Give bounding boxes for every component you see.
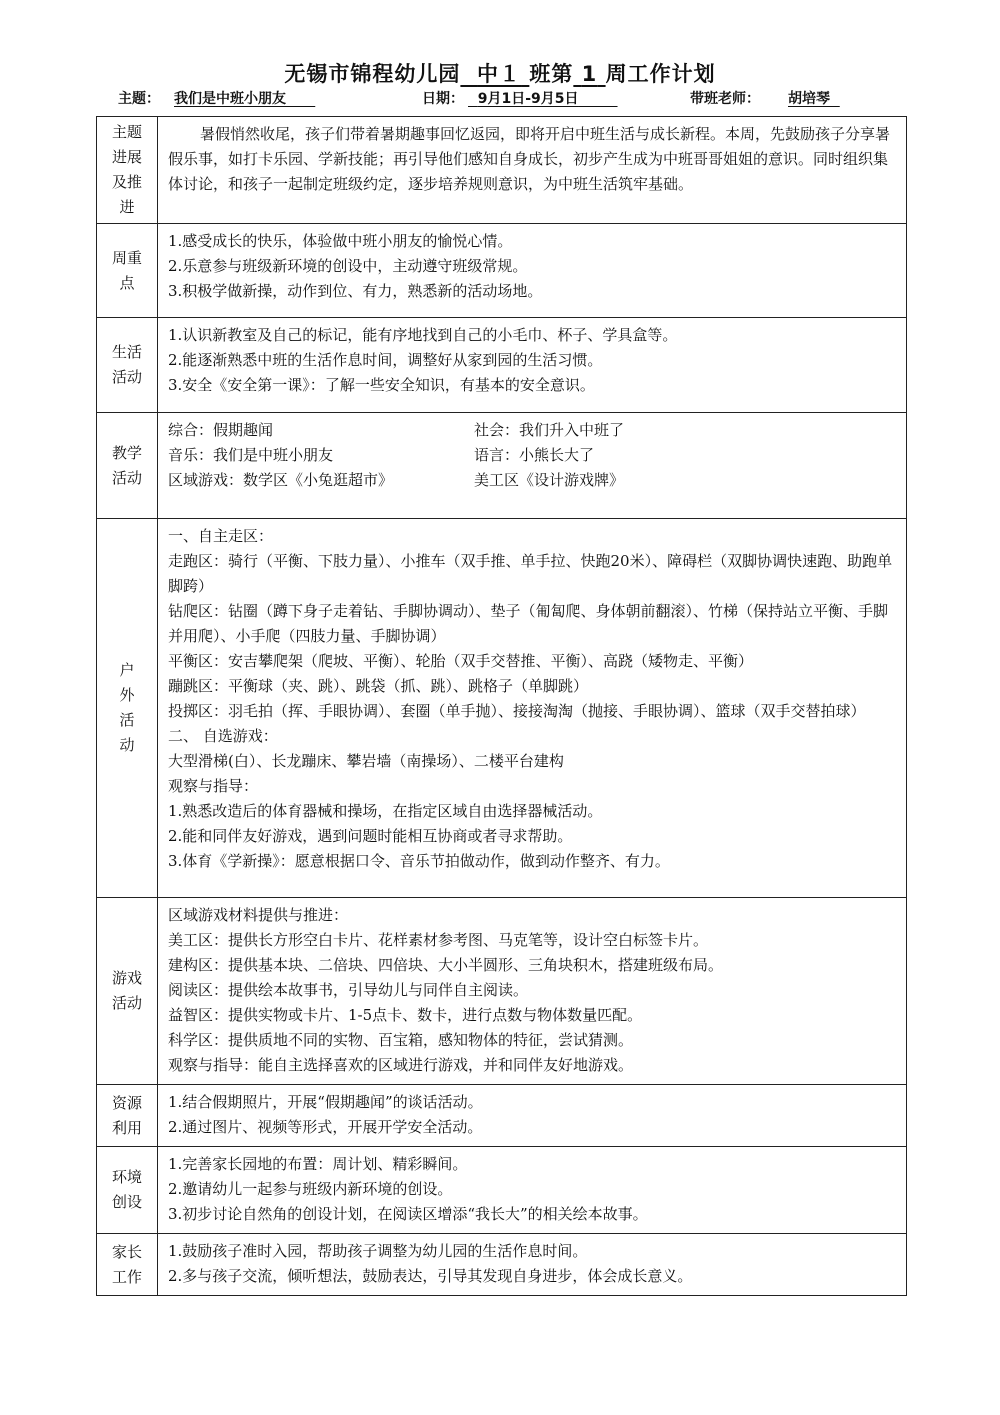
heading-parent-work: 家长工作 <box>97 1234 158 1296</box>
list-item: 钻爬区：钻圈（蹲下身子走着钻、手脚协调动）、垫子（匍匐爬、身体朝前翻滚）、竹梯（保持站立平衡、手脚并用爬）、小手爬（四肢力量、手脚协调） <box>168 602 889 645</box>
list-item: 社会：我们升入中班了 <box>474 421 625 439</box>
date-value: 9月1日-9月5日 <box>477 91 579 107</box>
heading-theme-progress: 主题进展及推进 <box>97 117 158 224</box>
page-title <box>0 58 1000 88</box>
row-teaching-activities <box>97 413 907 519</box>
list-item: 1.鼓励孩子准时入园，帮助孩子调整为幼儿园的生活作息时间。 <box>168 1242 588 1260</box>
list-item: 综合：假期趣闻 <box>168 421 274 439</box>
list-item: 2.多与孩子交流，倾听想法，鼓励表达，引导其发现自身进步，体会成长意义。 <box>168 1267 693 1285</box>
list-item: 建构区：提供基本块、二倍块、四倍块、大小半圆形、三角块积木，搭建班级布局。 <box>168 956 724 974</box>
list-item: 一、自主走区： <box>168 527 274 545</box>
list-item: 区域游戏材料提供与推进： <box>168 906 349 924</box>
list-item: 3.体育《学新操》：愿意根据口令、音乐节拍做动作，做到动作整齐、有力。 <box>168 852 670 870</box>
content-teaching-activities <box>158 413 907 519</box>
list-item: 语言：小熊长大了 <box>474 446 595 464</box>
list-item: 2.乐意参与班级新环境的创设中，主动遵守班级常规。 <box>168 257 528 275</box>
row-life-activities <box>97 318 907 413</box>
row-parent-work <box>97 1234 907 1296</box>
list-item: 区域游戏：数学区《小兔逛超市》 <box>168 471 394 489</box>
heading-teaching-activities: 教学活动 <box>97 413 158 519</box>
list-item: 1.完善家长园地的布置：周计划、精彩瞬间。 <box>168 1155 468 1173</box>
list-item: 投掷区：羽毛拍（挥、手眼协调）、套圈（单手抛）、接接淘淘（抛接、手眼协调）、篮球（双手交替拍球） <box>168 702 866 720</box>
content-environment <box>158 1147 907 1234</box>
list-item: 音乐：我们是中班小朋友 <box>168 446 334 464</box>
content-outdoor-activities <box>158 519 907 898</box>
list-item: 2.能逐渐熟悉中班的生活作息时间，调整好从家到园的生活习惯。 <box>168 351 603 369</box>
list-item: 二、 自选游戏： <box>168 727 278 745</box>
content-theme-progress <box>158 117 907 224</box>
content-weekly-focus <box>158 224 907 318</box>
row-outdoor-activities <box>97 519 907 898</box>
list-item: 1.结合假期照片，开展“假期趣闻”的谈话活动。 <box>168 1093 483 1111</box>
row-game-activities <box>97 898 907 1085</box>
list-item: 阅读区：提供绘本故事书，引导幼儿与同伴自主阅读。 <box>168 981 529 999</box>
list-item: 2.邀请幼儿一起参与班级内新环境的创设。 <box>168 1180 453 1198</box>
list-item: 2.通过图片、视频等形式，开展开学安全活动。 <box>168 1118 483 1136</box>
heading-resources: 资源利用 <box>97 1085 158 1147</box>
heading-outdoor-activities: 户外活动 <box>97 519 158 898</box>
list-item: 观察与指导：能自主选择喜欢的区域进行游戏，并和同伴友好地游戏。 <box>168 1056 634 1074</box>
list-item: 科学区：提供质地不同的实物、百宝箱，感知物体的特征，尝试猜测。 <box>168 1031 634 1049</box>
heading-environment: 环境创设 <box>97 1147 158 1234</box>
content-life-activities <box>158 318 907 413</box>
list-item: 1.熟悉改造后的体育器械和操场，在指定区域自由选择器械活动。 <box>168 802 603 820</box>
list-item: 走跑区：骑行（平衡、下肢力量）、小推车（双手推、单手拉、快跑20米）、障碍栏（双脚协调快速跑、助跑单脚跨） <box>168 552 893 595</box>
theme-progress-text: 暑假悄然收尾，孩子们带着暑期趣事回忆返园，即将开启中班生活与成长新程。本周，先鼓励孩子分享暑假乐事，如打卡乐园、学新技能；再引导他们感知自身成长，初步产生成为中班哥哥姐姐的意识。同时组织集体讨论，和孩子一起制定班级约定，逐步培养规则意识，为中班生活筑牢基础。 <box>168 125 891 193</box>
list-item: 观察与指导： <box>168 777 259 795</box>
list-item: 1.感受成长的快乐，体验做中班小朋友的愉悦心情。 <box>168 232 513 250</box>
class-name: 中１ <box>477 62 522 86</box>
teacher-label: 带班老师： <box>690 91 760 107</box>
list-item: 平衡区：安吉攀爬架（爬坡、平衡）、轮胎（双手交替推、平衡）、高跷（矮物走、平衡） <box>168 652 754 670</box>
date-label: 日期： <box>422 91 464 107</box>
list-item: 大型滑梯(白）、长龙蹦床、攀岩墙（南操场）、二楼平台建构 <box>168 752 564 770</box>
list-item: 美工区《设计游戏牌》 <box>474 471 625 489</box>
title-suffix: 周工作计划 <box>605 62 716 86</box>
title-mid: 班第 <box>529 62 574 86</box>
row-environment <box>97 1147 907 1234</box>
content-resources <box>158 1085 907 1147</box>
row-resources <box>97 1085 907 1147</box>
week-number: 1 <box>581 62 598 86</box>
list-item: 3.安全《安全第一课》：了解一些安全知识，有基本的安全意识。 <box>168 376 595 394</box>
work-plan-table <box>96 116 907 1296</box>
row-theme-progress <box>97 117 907 224</box>
kindergarten-name: 无锡市锦程幼儿园 <box>284 62 461 86</box>
list-item: 2.能和同伴友好游戏，遇到问题时能相互协商或者寻求帮助。 <box>168 827 573 845</box>
teacher-value: 胡培琴 <box>788 91 830 107</box>
heading-life-activities: 生活活动 <box>97 318 158 413</box>
list-item: 3.积极学做新操，动作到位、有力，熟悉新的活动场地。 <box>168 282 543 300</box>
theme-value: 我们是中班小朋友 <box>174 91 286 107</box>
content-game-activities <box>158 898 907 1085</box>
list-item: 美工区：提供长方形空白卡片、花样素材参考图、马克笔等，设计空白标签卡片。 <box>168 931 709 949</box>
list-item: 3.初步讨论自然角的创设计划，在阅读区增添“我长大”的相关绘本故事。 <box>168 1205 648 1223</box>
heading-weekly-focus: 周重点 <box>97 224 158 318</box>
content-parent-work <box>158 1234 907 1296</box>
header-info <box>118 88 878 110</box>
heading-game-activities: 游戏活动 <box>97 898 158 1085</box>
list-item: 益智区：提供实物或卡片、1-5点卡、数卡，进行点数与物体数量匹配。 <box>168 1006 643 1024</box>
row-weekly-focus <box>97 224 907 318</box>
theme-label: 主题： <box>118 91 160 107</box>
list-item: 1.认识新教室及自己的标记，能有序地找到自己的小毛巾、杯子、学具盒等。 <box>168 326 678 344</box>
list-item: 蹦跳区：平衡球（夹、跳）、跳袋（抓、跳）、跳格子（单脚跳） <box>168 677 589 695</box>
